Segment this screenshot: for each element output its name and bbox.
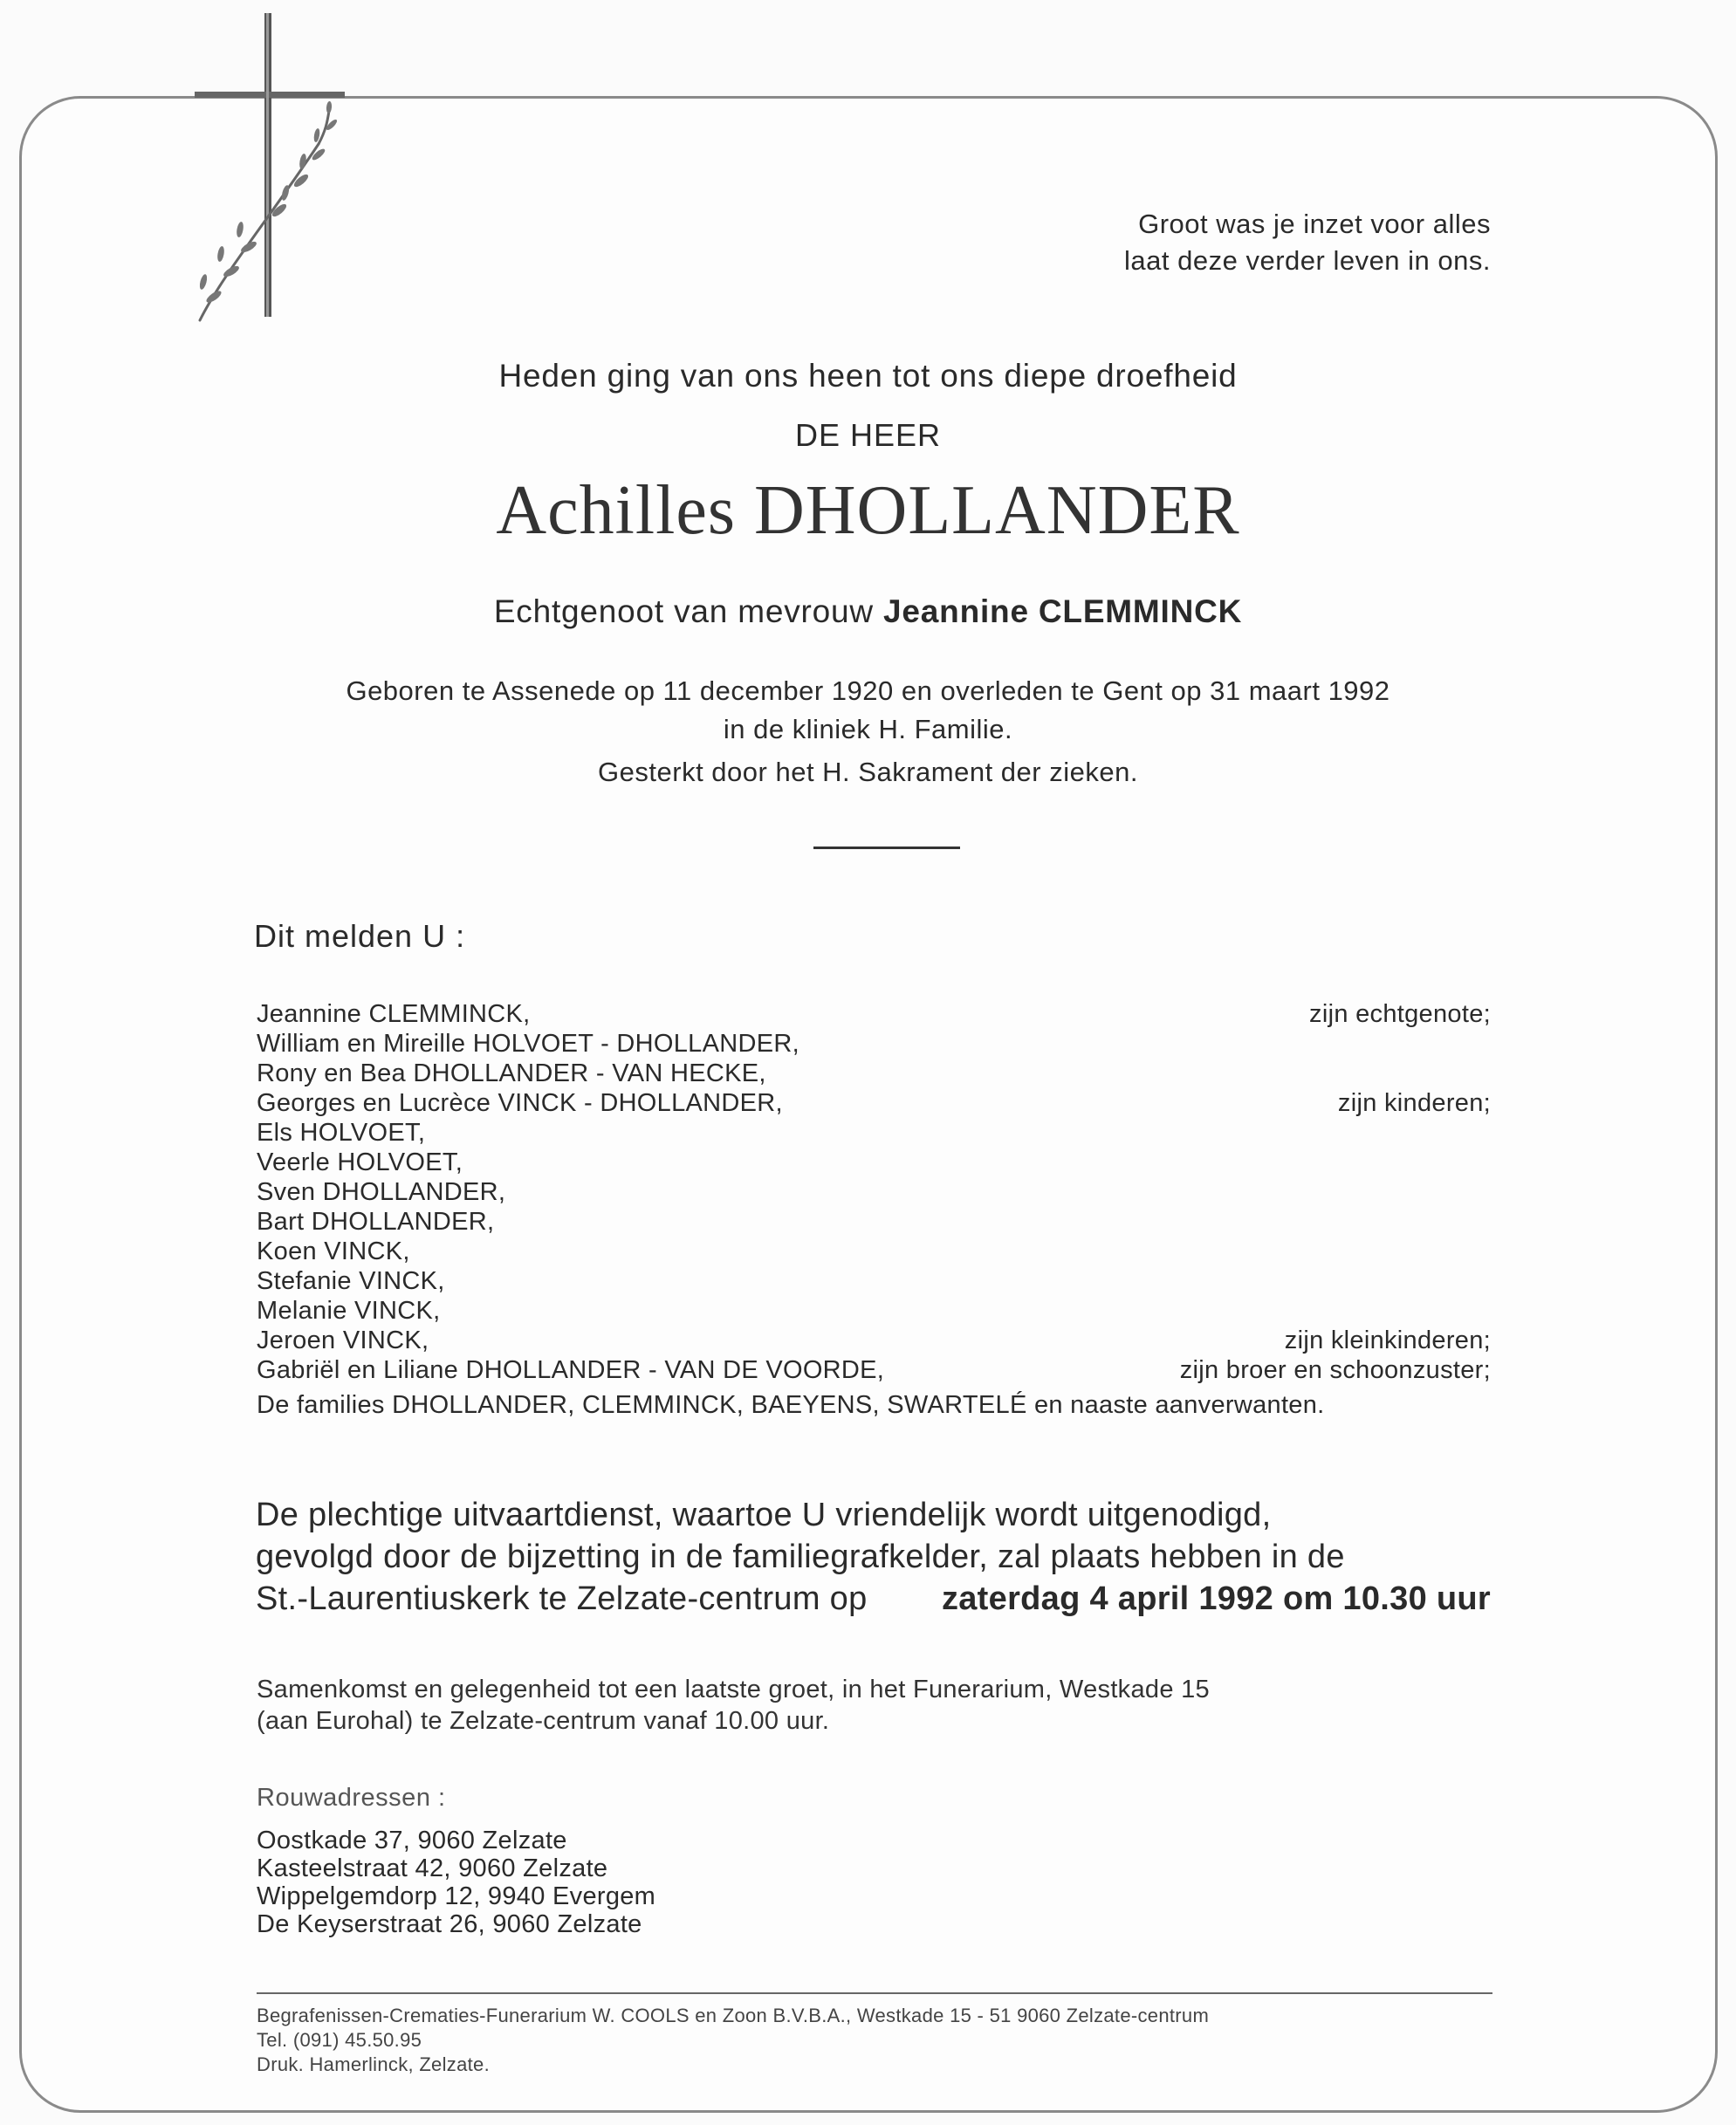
family-row — [257, 1296, 1491, 1326]
family-row — [257, 1029, 1491, 1059]
birth-death-line-1: Geboren te Assenede op 11 december 1920 en overleden te Gent op 31 maart 1992 — [346, 675, 1390, 706]
family-relation: zijn kinderen; — [1337, 1089, 1491, 1117]
gathering-info — [257, 1674, 1210, 1737]
motto-line-1: Groot was je inzet voor alles — [1138, 209, 1491, 239]
family-name: Koen VINCK, — [257, 1237, 410, 1265]
gathering-line-2: (aan Eurohal) te Zelzate-centrum vanaf 10.00 uur. — [257, 1707, 830, 1735]
address-line: Wippelgemdorp 12, 9940 Evergem — [257, 1882, 656, 1910]
family-name: Sven DHOLLANDER, — [257, 1178, 506, 1206]
family-name: De families DHOLLANDER, CLEMMINCK, BAEYENS, SWARTELÉ en naaste aanverwanten. — [257, 1391, 1325, 1419]
address-line: Oostkade 37, 9060 Zelzate — [257, 1827, 567, 1854]
family-relation: zijn kleinkinderen; — [1284, 1326, 1491, 1354]
birth-death-line-2: in de kliniek H. Familie. — [723, 714, 1013, 744]
service-date: zaterdag 4 april 1992 om 10.30 uur — [941, 1580, 1491, 1617]
family-name: Rony en Bea DHOLLANDER - VAN HECKE, — [257, 1059, 766, 1087]
honorific-title: DE HEER — [794, 417, 942, 453]
address-line: Kasteelstraat 42, 9060 Zelzate — [257, 1854, 608, 1882]
family-name: Jeroen VINCK, — [257, 1326, 429, 1354]
family-relation: zijn echtgenote; — [1309, 1000, 1491, 1028]
family-row — [257, 1237, 1491, 1266]
family-row — [257, 1355, 1491, 1385]
motto-line-2: laat deze verder leven in ons. — [1124, 245, 1491, 276]
family-name: Georges en Lucrèce VINCK - DHOLLANDER, — [257, 1089, 783, 1117]
family-name: Bart DHOLLANDER, — [257, 1208, 495, 1236]
family-row — [257, 1177, 1491, 1207]
birth-death-info — [0, 672, 1736, 749]
service-line-2: gevolgd door de bijzetting in de familiegrafkelder, zal plaats hebben in de — [256, 1539, 1345, 1575]
mourning-addresses-title: Rouwadressen : — [257, 1784, 446, 1812]
spouse-name: Jeannine CLEMMINCK — [883, 593, 1243, 629]
address-line: De Keyserstraat 26, 9060 Zelzate — [257, 1910, 642, 1938]
funeral-service-info — [256, 1494, 1491, 1620]
family-row — [257, 1207, 1491, 1237]
footer-printer: Druk. Hamerlinck, Zelzate. — [257, 2053, 490, 2075]
family-name: Melanie VINCK, — [257, 1297, 441, 1325]
family-list — [257, 999, 1491, 1420]
mourning-addresses — [257, 1827, 655, 1938]
family-name: Veerle HOLVOET, — [257, 1148, 463, 1176]
spouse-prefix: Echtgenoot van mevrouw — [493, 593, 874, 629]
motto — [873, 206, 1491, 279]
cross-with-branch-icon — [188, 13, 362, 327]
family-row — [257, 1118, 1491, 1148]
family-row — [257, 1148, 1491, 1177]
family-row — [257, 999, 1491, 1029]
family-row — [257, 1266, 1491, 1296]
gathering-line-1: Samenkomst en gelegenheid tot een laatste groet, in het Funerarium, Westkade 15 — [257, 1676, 1210, 1703]
family-row — [257, 1059, 1491, 1088]
service-line-1: De plechtige uitvaartdienst, waartoe U vriendelijk wordt uitgenodigd, — [256, 1497, 1272, 1533]
divider — [813, 847, 960, 849]
family-row — [257, 1326, 1491, 1355]
footer-undertaker: Begrafenissen-Crematies-Funerarium W. COOLS en Zoon B.V.B.A., Westkade 15 - 51 9060 Zelzate-centrum — [257, 2005, 1210, 2026]
family-name: William en Mireille HOLVOET - DHOLLANDER, — [257, 1030, 799, 1058]
footer-phone: Tel. (091) 45.50.95 — [257, 2029, 422, 2051]
family-relation: zijn broer en schoonzuster; — [1179, 1356, 1491, 1384]
family-name: Gabriël en Liliane DHOLLANDER - VAN DE VOORDE, — [257, 1356, 885, 1384]
service-line-3 — [256, 1578, 1491, 1620]
family-name: Stefanie VINCK, — [257, 1267, 445, 1295]
family-name: Els HOLVOET, — [257, 1119, 426, 1147]
notify-heading: Dit melden U : — [254, 918, 466, 954]
footer — [257, 2004, 1492, 2077]
family-name: Jeannine CLEMMINCK, — [257, 1000, 531, 1028]
deceased-name: Achilles DHOLLANDER — [496, 472, 1240, 549]
spouse-line — [0, 593, 1736, 630]
service-line-3-prefix: St.-Laurentiuskerk te Zelzate-centrum op — [256, 1580, 868, 1617]
intro-text: Heden ging van ons heen tot ons diepe droefheid — [498, 358, 1238, 394]
family-row — [257, 1390, 1491, 1420]
footer-divider — [257, 1992, 1492, 1994]
family-row — [257, 1088, 1491, 1118]
sacrament-line: Gesterkt door het H. Sakrament der zieken. — [598, 757, 1138, 787]
